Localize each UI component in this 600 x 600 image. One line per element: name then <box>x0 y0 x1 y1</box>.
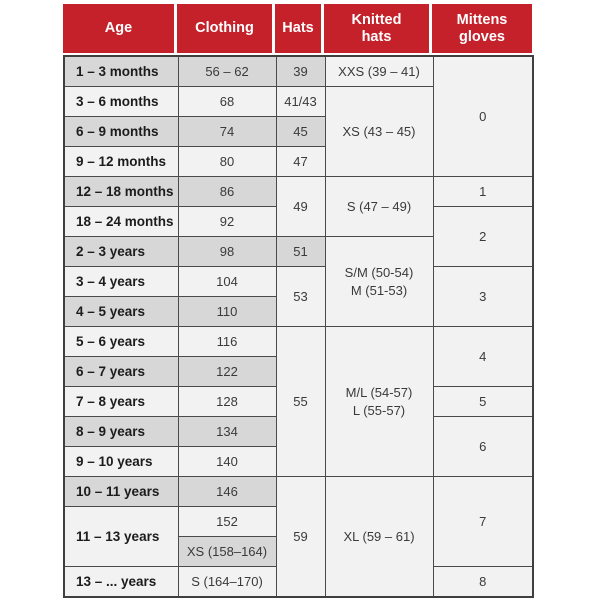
hats-cell: 55 <box>276 327 325 477</box>
mittens-gloves-cell: 2 <box>433 207 533 267</box>
clothing-cell: 140 <box>178 447 276 477</box>
age-cell: 9 – 10 years <box>64 447 178 477</box>
clothing-cell: 122 <box>178 357 276 387</box>
mittens-gloves-cell: 4 <box>433 327 533 387</box>
hats-cell: 41/43 <box>276 87 325 117</box>
clothing-cell: S (164–170) <box>178 567 276 598</box>
mittens-gloves-cell: 1 <box>433 177 533 207</box>
knitted-hats-cell: XXS (39 – 41) <box>325 56 433 87</box>
mittens-gloves-cell: 0 <box>433 56 533 177</box>
knitted-hats-cell <box>325 327 433 477</box>
age-cell: 10 – 11 years <box>64 477 178 507</box>
hats-cell: 51 <box>276 237 325 267</box>
mittens-gloves-cell: 7 <box>433 477 533 567</box>
size-chart <box>63 4 533 598</box>
clothing-cell: 110 <box>178 297 276 327</box>
age-cell: 18 – 24 months <box>64 207 178 237</box>
age-cell: 1 – 3 months <box>64 56 178 87</box>
knitted-hats-line1: M/L (54-57) <box>345 384 413 400</box>
clothing-cell: XS (158–164) <box>178 537 276 567</box>
column-header-knitted-hats: Knitted hats <box>324 4 432 53</box>
column-header-mittens-gloves: Mittens gloves <box>432 4 532 53</box>
size-chart-table <box>63 55 534 598</box>
age-cell: 7 – 8 years <box>64 387 178 417</box>
table-row <box>64 56 533 87</box>
age-cell: 6 – 9 months <box>64 117 178 147</box>
mittens-gloves-cell: 5 <box>433 387 533 417</box>
age-cell: 12 – 18 months <box>64 177 178 207</box>
age-cell: 5 – 6 years <box>64 327 178 357</box>
clothing-cell: 104 <box>178 267 276 297</box>
hats-cell: 49 <box>276 177 325 237</box>
mittens-gloves-cell: 6 <box>433 417 533 477</box>
knitted-hats-cell: S (47 – 49) <box>325 177 433 237</box>
hats-cell: 39 <box>276 56 325 87</box>
clothing-cell: 152 <box>178 507 276 537</box>
clothing-cell: 146 <box>178 477 276 507</box>
column-header-hats: Hats <box>275 4 324 53</box>
table-row <box>64 477 533 507</box>
clothing-cell: 56 – 62 <box>178 56 276 87</box>
age-cell: 4 – 5 years <box>64 297 178 327</box>
table-row <box>64 177 533 207</box>
clothing-cell: 80 <box>178 147 276 177</box>
clothing-cell: 74 <box>178 117 276 147</box>
age-cell: 2 – 3 years <box>64 237 178 267</box>
hats-cell: 47 <box>276 147 325 177</box>
knitted-hats-line1: S/M (50-54) <box>344 264 414 280</box>
knitted-hats-cell: XS (43 – 45) <box>325 87 433 177</box>
age-cell: 9 – 12 months <box>64 147 178 177</box>
age-cell: 3 – 6 months <box>64 87 178 117</box>
clothing-cell: 86 <box>178 177 276 207</box>
clothing-cell: 134 <box>178 417 276 447</box>
hats-cell: 53 <box>276 267 325 327</box>
table-row <box>64 267 533 297</box>
mittens-gloves-cell: 8 <box>433 567 533 598</box>
table-row <box>64 327 533 357</box>
age-cell: 11 – 13 years <box>64 507 178 567</box>
age-cell: 8 – 9 years <box>64 417 178 447</box>
clothing-cell: 128 <box>178 387 276 417</box>
age-cell: 3 – 4 years <box>64 267 178 297</box>
table-header-row <box>63 4 532 53</box>
knitted-hats-line2: M (51-53) <box>350 282 408 298</box>
clothing-cell: 92 <box>178 207 276 237</box>
column-header-age: Age <box>63 4 177 53</box>
knitted-hats-line2: L (55-57) <box>352 402 406 418</box>
hats-cell: 59 <box>276 477 325 598</box>
clothing-cell: 68 <box>178 87 276 117</box>
age-cell: 13 – ... years <box>64 567 178 598</box>
column-header-clothing: Clothing <box>177 4 275 53</box>
clothing-cell: 116 <box>178 327 276 357</box>
knitted-hats-cell <box>325 237 433 327</box>
knitted-hats-cell: XL (59 – 61) <box>325 477 433 598</box>
hats-cell: 45 <box>276 117 325 147</box>
mittens-gloves-cell: 3 <box>433 267 533 327</box>
clothing-cell: 98 <box>178 237 276 267</box>
age-cell: 6 – 7 years <box>64 357 178 387</box>
